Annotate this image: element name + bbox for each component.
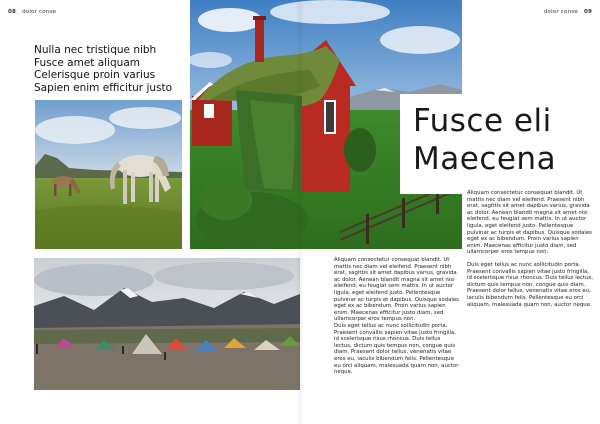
large-headline [400, 94, 600, 194]
spread-gutter [296, 0, 304, 424]
paragraph: Duis eget tellus ac nunc sollicitudin porta. Praesent convallis sapien vitae justo fringilla, id scelerisque risus rhoncus. Duis tellus lectus, dictum quis tempus non, congue quis diam. Praesent dolor tellus, venenatis vitae eros eu, iaculis bibendum felis. Pellentesque eu orci aliquam, malesuada quam non, auctor neque. [334, 322, 459, 376]
right-folio [544, 9, 592, 15]
campsite-photo [34, 258, 300, 390]
article-column-right [467, 190, 595, 308]
large-headline-line: Maecena [413, 141, 557, 177]
small-headline-line: Fusce amet aliquam [34, 56, 140, 69]
left-page-number: 08 [8, 9, 17, 15]
right-section-label: dolor conse [543, 9, 578, 15]
right-page-number: 09 [583, 9, 592, 15]
paragraph: Aliquam consectetur consequat blandit. Ut mattis nec diam vel eleifend. Praesent nibh erat, sagittis sit amet dapibus varius, gravida ac dolor. Aenean blandit magna sit amet nisi eleifend, eu feugiat sem mattis. In ut auctor ligula, eget eleifend justo. Pellentesque pulvinar ac turpis et dapibus. Quisque sodales eget ex ac bibendum. Proin varius sapien enim. Maecenas efficitur justo diam, sed ullamcorper eros tempus non. [467, 190, 592, 256]
article-column-left [334, 257, 460, 376]
horses-photo [35, 100, 182, 249]
paragraph: Aliquam consectetur consequat blandit. Ut mattis nec diam vel eleifend. Praesent nibh erat, sagittis sit amet dapibus varius, gravida ac dolor. Aenean blandit magna sit amet nisi eleifend, eu feugiat sem mattis. In ut auctor ligula, eget eleifend justo. Pellentesque pulvinar ac turpis et dapibus. Quisque sodales eget ex ac bibendum. Proin varius sapien enim. Maecenas efficitur justo diam, sed ullamcorper eros tempus non. [334, 257, 459, 323]
small-headline-line: Celerisque proin varius [34, 69, 156, 81]
horses-illustration [35, 100, 182, 249]
small-headline-line: Nulla nec tristique nibh [34, 44, 157, 56]
large-headline-line: Fusce eli [413, 103, 552, 139]
paragraph: Duis eget tellus ac nunc sollicitudin porta. Praesent convallis sapien vitae justo fringilla, id scelerisque risus rhoncus. Duis tellus lectus, dictum quis tempus non, congue quis diam. Praesent dolor tellus, venenatis vitae eros eu, iaculis bibendum felis. Pellentesque eu orci aliquam, malesuada quam non, auctor neque. [467, 261, 594, 308]
small-headline-line: Sapien enim efficitur justo [34, 81, 173, 94]
left-section-label: dolor conse [22, 9, 57, 15]
small-headline [34, 44, 194, 94]
left-folio [8, 9, 56, 15]
campsite-illustration [34, 258, 300, 390]
